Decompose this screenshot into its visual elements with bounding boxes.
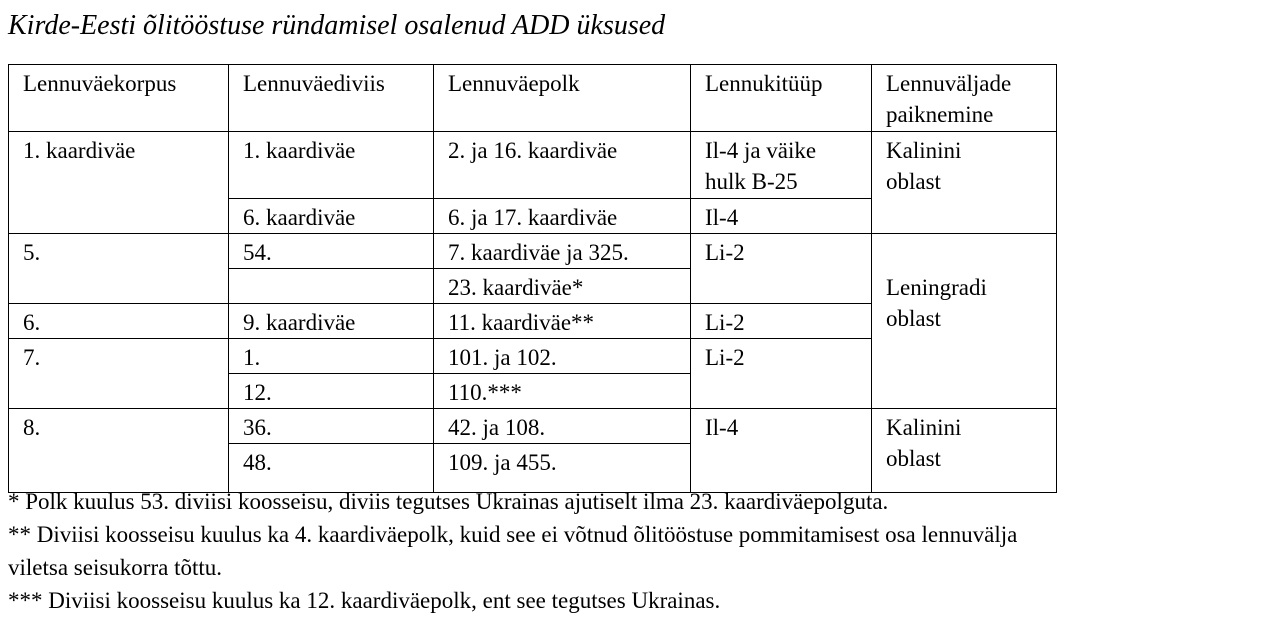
cell-division: 12. — [229, 374, 434, 409]
cell-location-line1: Kalinini — [886, 138, 962, 163]
cell-location — [872, 234, 1057, 409]
cell-division: 1. kaardiväe — [229, 132, 434, 199]
cell-regiment: 110.*** — [434, 374, 691, 409]
header-airfield-line1: Lennuväljade — [886, 71, 1012, 96]
cell-division: 6. kaardiväe — [229, 199, 434, 234]
cell-location-line1: Leningradi — [886, 275, 987, 300]
cell-location-line2: oblast — [886, 169, 941, 194]
cell-aircraft-line1: Il-4 ja väike — [705, 138, 817, 163]
document-title: Kirde-Eesti õlitööstuse ründamisel osalenud ADD üksused — [8, 10, 666, 41]
cell-regiment: 101. ja 102. — [434, 339, 691, 374]
cell-regiment: 6. ja 17. kaardiväe — [434, 199, 691, 234]
footnote-1: * Polk kuulus 53. diviisi koosseisu, diviis tegutses Ukrainas ajutiselt ilma 23. kaardiväepolguta. — [8, 489, 889, 514]
cell-aircraft: Il-4 — [691, 409, 872, 493]
header-aircraft-type: Lennukitüüp — [691, 65, 872, 132]
cell-corps: 7. — [9, 339, 229, 409]
cell-aircraft-line2: hulk B-25 — [705, 169, 798, 194]
cell-location — [872, 409, 1057, 493]
cell-regiment: 109. ja 455. — [434, 444, 691, 493]
cell-regiment: 11. kaardiväe** — [434, 304, 691, 339]
cell-regiment: 2. ja 16. kaardiväe — [434, 132, 691, 199]
header-airfield-line2: paiknemine — [886, 102, 994, 127]
table-row — [9, 234, 1057, 269]
add-units-table — [8, 64, 1057, 493]
cell-regiment: 7. kaardiväe ja 325. — [434, 234, 691, 269]
table-header-row — [9, 65, 1057, 132]
cell-corps: 1. kaardiväe — [9, 132, 229, 234]
cell-aircraft: Il-4 — [691, 199, 872, 234]
footnotes — [8, 484, 1260, 619]
footnote-2-line1: ** Diviisi koosseisu kuulus ka 4. kaardiväepolk, kuid see ei võtnud õlitööstuse pommitamisest osa lennuvälja — [8, 522, 1018, 547]
cell-corps: 6. — [9, 304, 229, 339]
cell-division: 1. — [229, 339, 434, 374]
header-regiment: Lennuväepolk — [434, 65, 691, 132]
cell-division: 54. — [229, 234, 434, 269]
cell-location-line2: oblast — [886, 306, 941, 331]
cell-corps: 5. — [9, 234, 229, 304]
cell-location — [872, 132, 1057, 234]
cell-aircraft: Li-2 — [691, 339, 872, 409]
table-row — [9, 132, 1057, 199]
header-division: Lennuväediviis — [229, 65, 434, 132]
cell-aircraft — [691, 132, 872, 199]
table-row — [9, 409, 1057, 444]
cell-division: 36. — [229, 409, 434, 444]
cell-location-line1: Kalinini — [886, 415, 962, 440]
cell-division: 48. — [229, 444, 434, 493]
cell-aircraft: Li-2 — [691, 234, 872, 304]
footnote-2-line2: viletsa seisukorra tõttu. — [8, 555, 222, 580]
cell-corps: 8. — [9, 409, 229, 493]
cell-regiment: 42. ja 108. — [434, 409, 691, 444]
cell-division: 9. kaardiväe — [229, 304, 434, 339]
cell-aircraft: Li-2 — [691, 304, 872, 339]
header-corps: Lennuväekorpus — [9, 65, 229, 132]
cell-regiment: 23. kaardiväe* — [434, 269, 691, 304]
cell-division — [229, 269, 434, 304]
cell-location-line2: oblast — [886, 446, 941, 471]
footnote-3: *** Diviisi koosseisu kuulus ka 12. kaardiväepolk, ent see tegutses Ukrainas. — [8, 588, 721, 613]
header-airfield-location — [872, 65, 1057, 132]
